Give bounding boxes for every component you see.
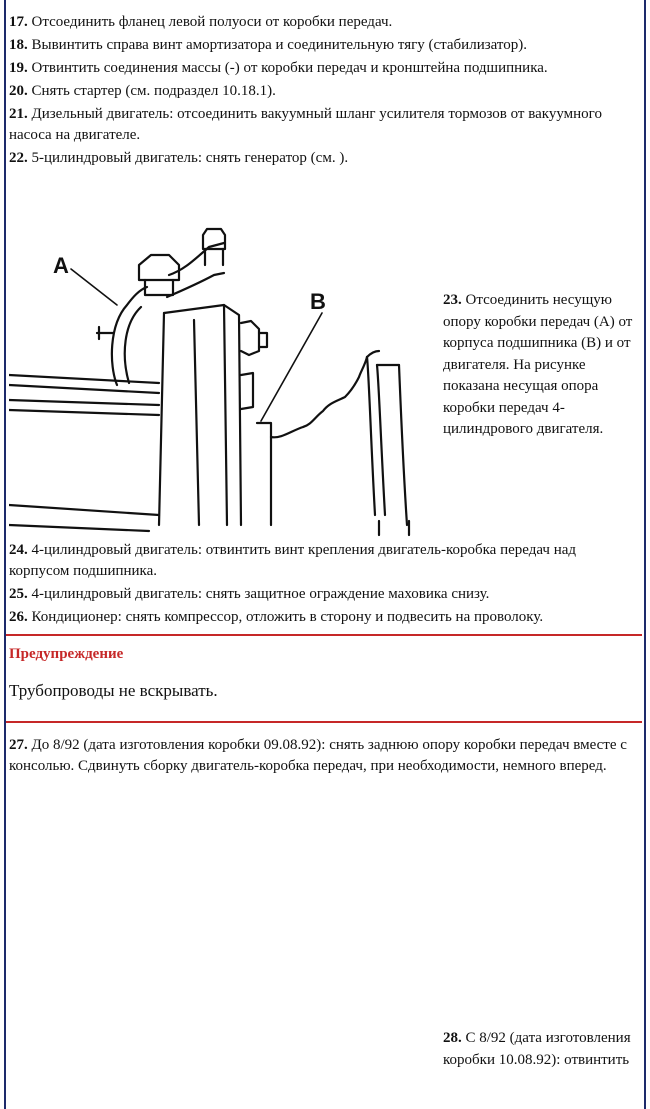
step-text: Отсоединить фланец левой полуоси от коробки передач. (31, 14, 393, 30)
warning-body: Трубопроводы не вскрывать. (9, 681, 218, 700)
step-27 (9, 735, 639, 777)
step-number: 26. (9, 609, 28, 625)
step-text: Кондиционер: снять компрессор, отложить в сторону и подвесить на проволоку. (31, 609, 544, 625)
step-19 (9, 58, 639, 79)
step-text: Отсоединить несущую опору коробки передач (А) от корпуса подшипника (В) и от двигателя. На рисунке показана несущая опора коробки передач 4-цилиндрового двигателя. (443, 292, 633, 437)
step-23 (443, 290, 643, 441)
warning-heading: Предупреждение (9, 646, 124, 662)
support-bracket-figure (9, 225, 434, 540)
step-text: Вывинтить справа винт амортизатора и соединительную тягу (стабилизатор). (31, 37, 528, 53)
step-number: 28. (443, 1030, 462, 1046)
step-number: 20. (9, 83, 28, 99)
step-number: 24. (9, 542, 28, 558)
step-text: С 8/92 (дата изготовления коробки 10.08.92): отвинтить (443, 1030, 631, 1068)
step-text: До 8/92 (дата изготовления коробки 09.08.92): снять заднюю опору коробки передач вместе с консолью. Сдвинуть сборку двигатель-коробка передач, при необходимости, немного вперед. (9, 737, 627, 774)
step-number: 17. (9, 14, 28, 30)
warning-bottom-rule (6, 721, 642, 723)
step-number: 23. (443, 292, 462, 308)
step-text: Дизельный двигатель: отсоединить вакуумный шланг усилителя тормозов от вакуумного насоса на двигателе. (9, 106, 602, 143)
step-number: 22. (9, 150, 28, 166)
step-text: 5-цилиндровый двигатель: снять генератор (см. ). (31, 150, 349, 166)
step-text: Отвинтить соединения массы (-) от коробки передач и кронштейна подшипника. (31, 60, 548, 76)
step-21 (9, 104, 639, 146)
step-number: 19. (9, 60, 28, 76)
step-number: 21. (9, 106, 28, 122)
step-25 (9, 584, 639, 605)
label-a: A (53, 253, 69, 278)
step-number: 27. (9, 737, 28, 753)
right-border-rule (644, 0, 646, 1109)
step-17 (9, 12, 639, 33)
step-20 (9, 81, 639, 102)
warning-top-rule (6, 634, 642, 636)
step-24 (9, 540, 639, 582)
step-text: 4-цилиндровый двигатель: снять защитное ограждение маховика снизу. (31, 586, 490, 602)
step-22 (9, 148, 639, 169)
step-28 (443, 1028, 643, 1071)
step-26 (9, 607, 639, 628)
steps-lower (9, 540, 639, 779)
steps-top (9, 12, 639, 171)
step-text: Снять стартер (см. подраздел 10.18.1). (31, 83, 276, 99)
label-b: B (310, 289, 326, 314)
step-text: 4-цилиндровый двигатель: отвинтить винт крепления двигатель-коробка передач над корпусом подшипника. (9, 542, 577, 579)
step-18 (9, 35, 639, 56)
step-number: 25. (9, 586, 28, 602)
step-number: 18. (9, 37, 28, 53)
left-border-rule (4, 0, 6, 1109)
